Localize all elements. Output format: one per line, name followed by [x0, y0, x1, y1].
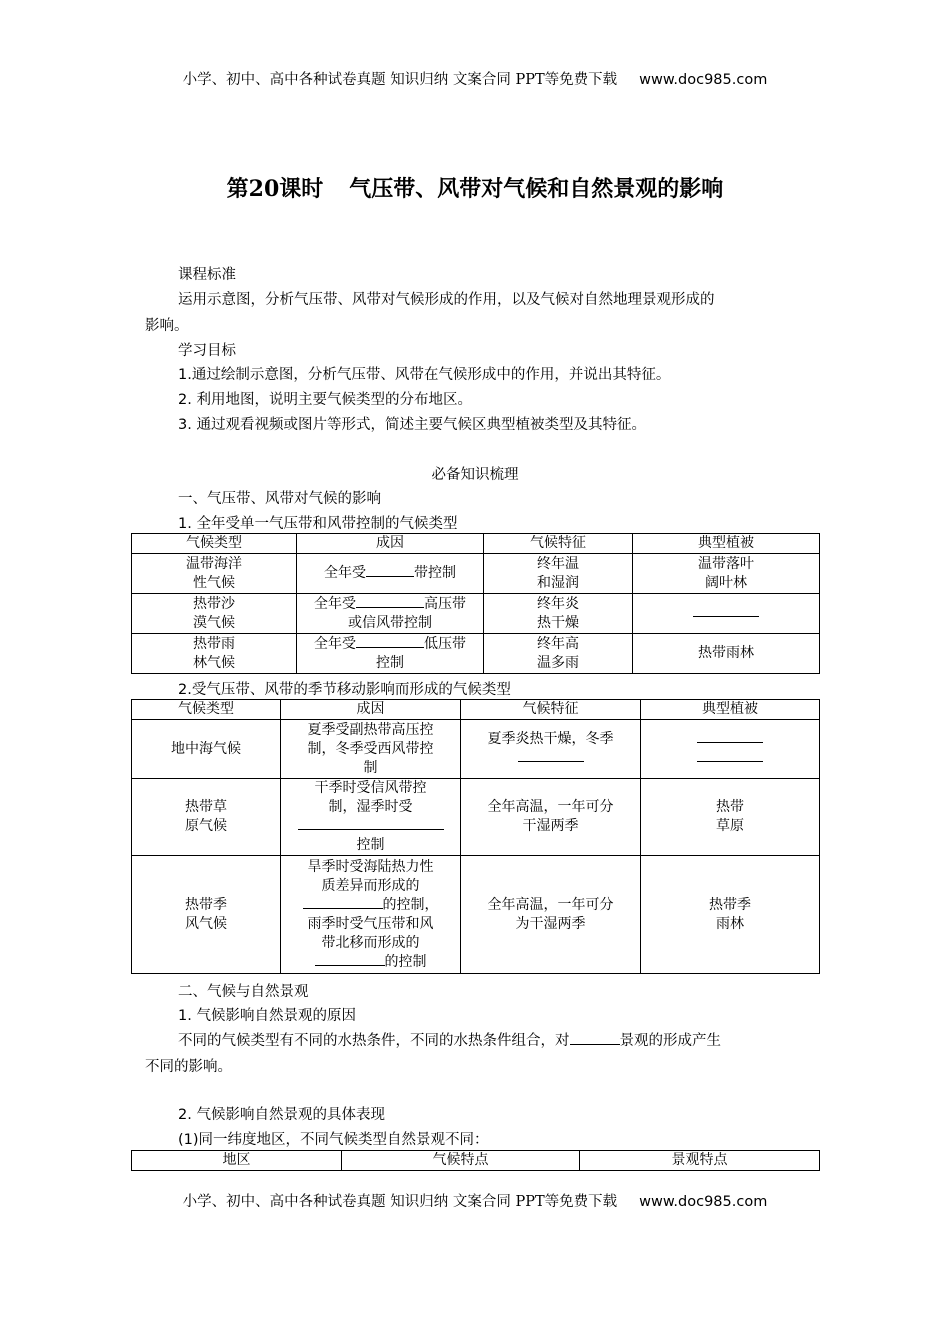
part2-paragraph-1: [178, 1029, 721, 1050]
goals-heading: 学习目标: [178, 343, 236, 359]
answer-blank[interactable]: [356, 635, 424, 648]
climate-feature: 夏季炎热干燥，冬季: [487, 731, 614, 747]
cause-text: 低压带: [424, 635, 466, 652]
climate-type: 风气候: [185, 915, 227, 932]
table-row: [132, 554, 820, 594]
cause-text: 干季时受信风带控: [314, 780, 427, 796]
table-header-row: [132, 1151, 820, 1171]
climate-type: 地中海气候: [171, 740, 241, 757]
answer-blank[interactable]: [697, 730, 763, 743]
climate-table-2: [131, 699, 820, 974]
goal-item-2: 2. 利用地图，说明主要气候类型的分布地区。: [178, 392, 472, 408]
col-header: 气候特征: [484, 534, 633, 554]
header-text: 小学、初中、高中各种试卷真题 知识归纳 文案合同 PPT等免费下载: [182, 72, 618, 88]
col-header: 地区: [132, 1151, 342, 1171]
climate-feature: 为干湿两季: [515, 915, 586, 932]
col-header: 景观特点: [580, 1151, 820, 1171]
climate-type: 热带雨: [193, 635, 235, 652]
answer-blank[interactable]: [570, 1030, 620, 1045]
paragraph-text: 不同的气候类型有不同的水热条件，不同的水热条件组合，对: [178, 1033, 570, 1049]
part1-sub2: 2.受气压带、风带的季节移动影响而形成的气候类型: [178, 682, 511, 698]
part2-sub1: 1. 气候影响自然景观的原因: [178, 1008, 356, 1024]
cause-text: 控制: [356, 837, 385, 853]
climate-type: 林气候: [193, 654, 235, 671]
climate-type: 原气候: [185, 818, 227, 834]
section-title: 必备知识梳理: [431, 467, 519, 483]
table-row: [132, 720, 820, 779]
table-row: [132, 856, 820, 974]
cause-text: 带控制: [414, 565, 456, 581]
col-header: 气候类型: [132, 534, 297, 554]
page-title: [0, 172, 950, 203]
table-header-row: [132, 534, 820, 554]
cause-text: 制，湿季时受: [328, 799, 413, 815]
table-header-row: [132, 700, 820, 720]
title-topic: 气压带、风带对气候和自然景观的影响: [349, 176, 724, 202]
cause-text: 制，冬季受西风带控: [307, 740, 434, 757]
climate-type: 热带季: [185, 896, 227, 913]
climate-table-1: [131, 533, 820, 674]
part1-sub1: 1. 全年受单一气压带和风带控制的气候类型: [178, 516, 458, 532]
footer-text: 小学、初中、高中各种试卷真题 知识归纳 文案合同 PPT等免费下载: [182, 1194, 618, 1210]
cause-text: 高压带: [424, 595, 466, 612]
answer-blank[interactable]: [303, 896, 383, 909]
vegetation: 雨林: [716, 915, 744, 932]
climate-type: 性气候: [193, 574, 235, 591]
col-header: 成因: [281, 700, 461, 720]
vegetation: 草原: [716, 818, 744, 834]
part1-heading: 一、气压带、风带对气候的影响: [178, 491, 381, 507]
vegetation: 热带: [716, 799, 744, 815]
cause-text: 夏季受副热带高压控: [307, 721, 434, 738]
climate-feature: 干湿两季: [522, 818, 579, 834]
climate-type: 热带沙: [193, 595, 235, 612]
goal-item-1: 1.通过绘制示意图，分析气压带、风带在气候形成中的作用，并说出其特征。: [178, 367, 671, 383]
vegetation: 热带季: [709, 896, 751, 913]
cause-text: 全年受: [324, 565, 366, 581]
part2-heading: 二、气候与自然景观: [178, 984, 309, 1000]
header-url[interactable]: www.doc985.com: [639, 72, 768, 88]
climate-type: 热带草: [185, 799, 227, 815]
vegetation: 热带雨林: [698, 645, 754, 661]
col-header: 典型植被: [641, 700, 820, 720]
answer-blank[interactable]: [298, 817, 444, 830]
vegetation: 温带落叶: [698, 555, 754, 572]
answer-blank[interactable]: [518, 749, 584, 762]
cause-text: 质差异而形成的: [321, 877, 420, 894]
col-header: 气候特点: [342, 1151, 580, 1171]
part2-sub3: (1)同一纬度地区，不同气候类型自然景观不同：: [178, 1132, 489, 1148]
title-lesson: 第20课时: [226, 176, 324, 202]
landscape-table: [131, 1150, 820, 1171]
answer-blank[interactable]: [693, 604, 759, 617]
col-header: 成因: [297, 534, 484, 554]
climate-feature: 和湿润: [537, 574, 579, 591]
cause-text: 全年受: [314, 595, 356, 612]
col-header: 气候特征: [461, 700, 641, 720]
climate-feature: 终年高: [537, 635, 579, 652]
part2-sub2: 2. 气候影响自然景观的具体表现: [178, 1107, 385, 1123]
climate-feature: 温多雨: [537, 654, 579, 671]
page-header: [0, 68, 950, 89]
answer-blank[interactable]: [315, 953, 385, 966]
climate-feature: 全年高温，一年可分: [487, 896, 614, 913]
climate-type: 温带海洋: [186, 555, 242, 572]
table-row: [132, 634, 820, 674]
climate-type: 漠气候: [193, 614, 235, 631]
cause-text: 旱季时受海陆热力性: [307, 858, 434, 875]
col-header: 气候类型: [132, 700, 281, 720]
answer-blank[interactable]: [366, 564, 414, 577]
cause-text: 雨季时受气压带和风: [307, 915, 434, 932]
cause-text: 全年受: [314, 635, 356, 652]
col-header: 典型植被: [633, 534, 820, 554]
standard-text-2: 影响。: [145, 318, 189, 334]
part2-paragraph-2: 不同的影响。: [145, 1059, 232, 1075]
climate-feature: 终年温: [537, 555, 579, 572]
cause-text: 或信风带控制: [348, 614, 432, 631]
climate-feature: 终年炎: [537, 595, 579, 612]
goal-item-3: 3. 通过观看视频或图片等形式，简述主要气候区典型植被类型及其特征。: [178, 417, 646, 433]
climate-feature: 热干燥: [537, 614, 579, 631]
table-row: [132, 594, 820, 634]
table-row: [132, 779, 820, 856]
paragraph-text: 景观的形成产生: [619, 1033, 721, 1049]
cause-text: 的控制: [384, 953, 427, 970]
footer-url[interactable]: www.doc985.com: [639, 1194, 768, 1210]
cause-text: 的控制，: [382, 896, 439, 913]
climate-feature: 全年高温，一年可分: [487, 799, 614, 815]
standard-heading: 课程标准: [178, 267, 236, 283]
answer-blank[interactable]: [697, 749, 763, 762]
vegetation: 阔叶林: [705, 574, 747, 591]
cause-text: 制: [363, 759, 378, 776]
standard-text-1: 运用示意图，分析气压带、风带对气候形成的作用，以及气候对自然地理景观形成的: [178, 292, 715, 308]
cause-text: 带北移而形成的: [321, 934, 420, 951]
cause-text: 控制: [376, 654, 404, 671]
answer-blank[interactable]: [356, 595, 424, 608]
page-footer: [0, 1190, 950, 1211]
